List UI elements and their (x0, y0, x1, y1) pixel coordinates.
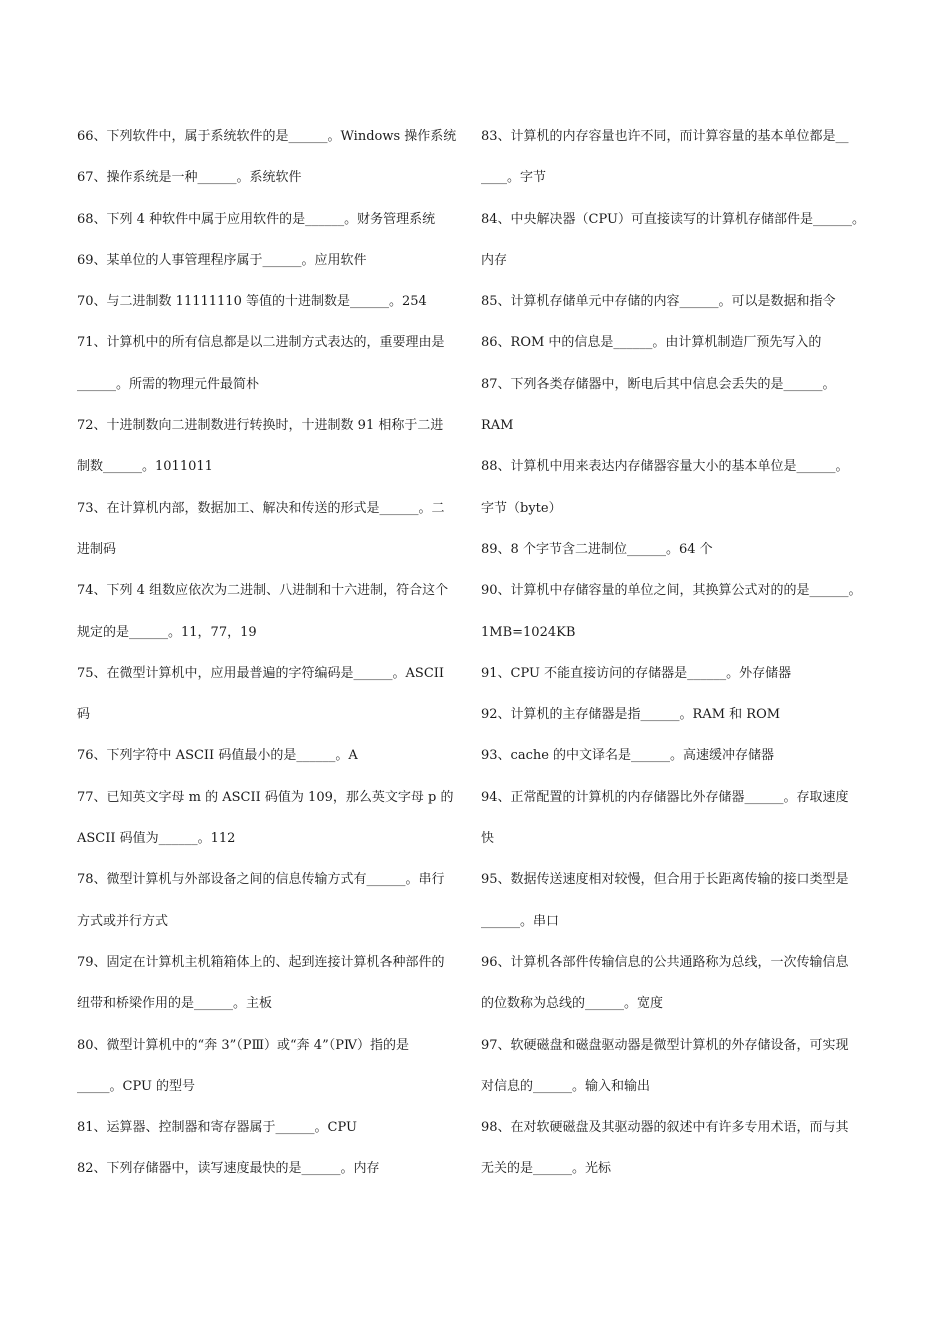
text-line: 82、下列存储器中，读写速度最快的是______。内存 (77, 1161, 380, 1177)
text-line: 67、操作系统是一种______。系统软件 (77, 170, 302, 186)
text-line: 的位数称为总线的______。宽度 (481, 996, 664, 1012)
text-line: 纽带和桥梁作用的是______。主板 (77, 996, 273, 1012)
text-line: _____。CPU 的型号 (77, 1078, 196, 1094)
text-line: 97、软硬磁盘和磁盘驱动器是微型计算机的外存储设备，可实现 (481, 1037, 849, 1053)
text-line: RAM (481, 418, 514, 434)
text-line: 81、运算器、控制器和寄存器属于______。CPU (77, 1120, 357, 1136)
text-line: 91、CPU 不能直接访问的存储器是______。外存储器 (481, 665, 792, 681)
left-column (77, 126, 481, 1200)
text-line: 71、计算机中的所有信息都是以二进制方式表达的，重要理由是 (77, 335, 445, 351)
right-column (481, 126, 893, 1200)
text-line: 75、在微型计算机中，应用最普遍的字符编码是______。ASCII (77, 665, 445, 681)
text-line: 76、下列字符中 ASCII 码值最小的是______。A (77, 748, 358, 764)
text-line: 69、某单位的人事管理程序属于______。应用软件 (77, 252, 367, 268)
text-line: 字节（byte） (481, 500, 562, 516)
text-line: 码 (77, 707, 91, 723)
text-line: 87、下列各类存储器中，断电后其中信息会丢失的是______。 (481, 376, 836, 392)
text-line: 95、数据传送速度相对较慢，但合用于长距离传输的接口类型是 (481, 872, 849, 888)
text-line: 77、已知英文字母 m 的 ASCII 码值为 109，那么英文字母 p 的 (77, 789, 454, 805)
text-line: 86、ROM 中的信息是______。由计算机制造厂预先写入的 (481, 335, 822, 351)
text-line: 对信息的______。输入和输出 (481, 1078, 651, 1094)
text-line: 快 (481, 831, 495, 847)
text-line: 80、微型计算机中的“奔 3”（PⅢ）或“奔 4”（PⅣ）指的是 (77, 1037, 409, 1053)
text-line: 66、下列软件中，属于系统软件的是______。Windows 操作系统 (77, 129, 457, 144)
text-line: ______。串口 (481, 913, 560, 929)
text-line: 72、十进制数向二进制数进行转换时，十进制数 91 相称于二进 (77, 418, 444, 434)
text-line: 83、计算机的内存容量也许不同，而计算容量的基本单位都是__ (481, 129, 849, 144)
text-line: 制数______。1011011 (77, 459, 213, 475)
text-line: ASCII 码值为______。112 (77, 831, 236, 847)
text-line: 93、cache 的中文译名是______。高速缓冲存储器 (481, 748, 775, 764)
text-line: 98、在对软硬磁盘及其驱动器的叙述中有许多专用术语，而与其 (481, 1120, 849, 1136)
text-line: 1MB=1024KB (481, 624, 576, 640)
text-line: 94、正常配置的计算机的内存储器比外存储器______。存取速度 (481, 789, 849, 805)
text-line: 88、计算机中用来表达内存储器容量大小的基本单位是______。 (481, 459, 849, 475)
text-line: 70、与二进制数 11111110 等值的十进制数是______。254 (77, 294, 427, 310)
text-line: ______。所需的物理元件最简朴 (77, 376, 260, 392)
text-line: 90、计算机中存储容量的单位之间，其换算公式对的的是______。 (481, 583, 862, 599)
text-line: 内存 (481, 252, 508, 268)
text-line: 方式或并行方式 (77, 913, 169, 929)
text-line: 无关的是______。光标 (481, 1161, 612, 1177)
text-line: 79、固定在计算机主机箱箱体上的、起到连接计算机各种部件的 (77, 954, 445, 970)
text-line: 进制码 (77, 541, 117, 557)
text-line: 74、下列 4 组数应依次为二进制、八进制和十六进制，符合这个 (77, 583, 449, 599)
text-line: 89、8 个字节含二进制位______。64 个 (481, 541, 713, 557)
text-line: 85、计算机存储单元中存储的内容______。可以是数据和指令 (481, 294, 836, 310)
text-line: 84、中央解决器（CPU）可直接读写的计算机存储部件是______。 (481, 211, 865, 227)
text-line: 96、计算机各部件传输信息的公共通路称为总线，一次传输信息 (481, 954, 849, 970)
text-line: ____。字节 (481, 170, 547, 186)
text-line: 68、下列 4 种软件中属于应用软件的是______。财务管理系统 (77, 211, 436, 227)
text-line: 73、在计算机内部，数据加工、解决和传送的形式是______。二 (77, 500, 445, 516)
text-line: 92、计算机的主存储器是指______。RAM 和 ROM (481, 707, 781, 723)
text-line: 78、微型计算机与外部设备之间的信息传输方式有______。串行 (77, 872, 445, 888)
text-line: 规定的是______。11，77，19 (77, 624, 257, 640)
